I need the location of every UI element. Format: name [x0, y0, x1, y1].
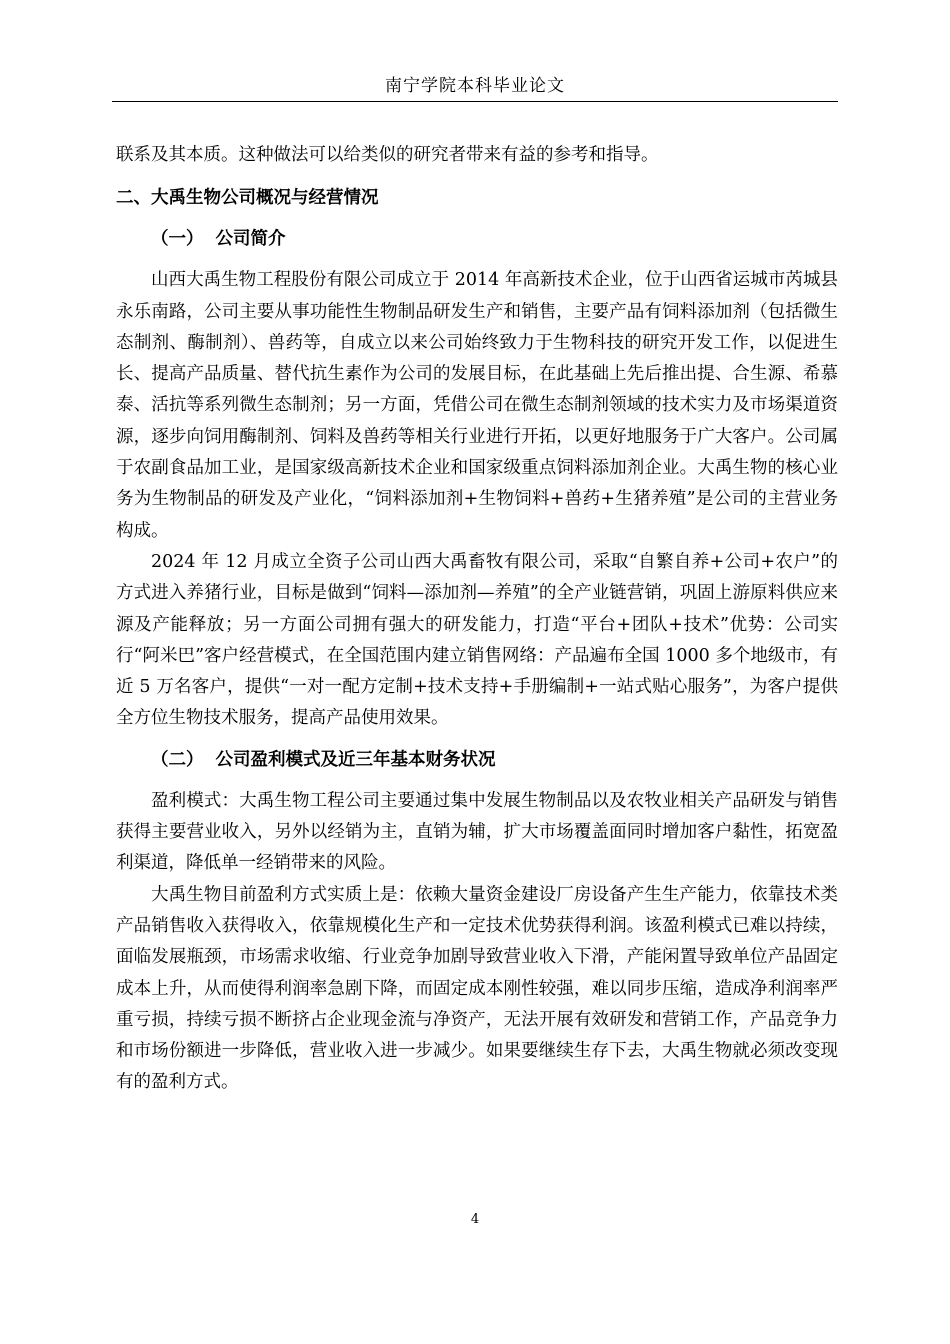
subsection-title: 公司盈利模式及近三年基本财务状况 — [215, 749, 496, 770]
paragraph-profit-analysis: 大禹生物目前盈利方式实质上是：依赖大量资金建设厂房设备产生生产能力，依靠技术类产品销售收入获得收入，依靠规模化生产和一定技术优势获得利润。该盈利模式已难以持续，面临发展瓶颈，市场需求收缩、行业竞争加剧导致营业收入下滑，产能闲置导致单位产品固定成本上升，从而使得利润率急剧下降，而固定成本刚性较强，难以同步压缩，造成净利润率严重亏损，持续亏损不断挤占企业现金流与净资产，无法开展有效研发和营销工作，产品竞争力和市场份额进一步降低，营业收入进一步减少。如果要继续生存下去，大禹生物就必须改变现有的盈利方式。 — [116, 884, 838, 1093]
paragraph-continuation: 联系及其本质。这种做法可以给类似的研究者带来有益的参考和指导。 — [116, 145, 659, 165]
page-header-title: 南宁学院本科毕业论文 — [385, 76, 565, 96]
subsection-number: （二） — [151, 749, 204, 770]
page-number: 4 — [470, 1212, 480, 1227]
section-heading: 二、大禹生物公司概况与经营情况 — [116, 188, 379, 209]
document-body — [116, 140, 838, 1099]
subsection-title: 公司简介 — [215, 229, 286, 250]
subsection-heading-profit-model — [116, 745, 838, 776]
paragraph-profit-model: 盈利模式：大禹生物工程公司主要通过集中发展生物制品以及农牧业相关产品研发与销售获得主要营业收入，另外以经销为主，直销为辅，扩大市场覆盖面同时增加客户黏性，拓宽盈利渠道，降低单一经销带来的风险。 — [116, 790, 838, 874]
paragraph-subsidiary: 2024 年 12 月成立全资子公司山西大禹畜牧有限公司，采取“自繁自养+公司+农户”的方式进入养猪行业，目标是做到“饲料—添加剂—养殖”的全产业链营销，巩固上游原料供应来源及产能释放；另一方面公司拥有强大的研发能力，打造“平台+团队+技术”优势：公司实行“阿米巴”客户经营模式，在全国范围内建立销售网络：产品遍布全国 1000 多个地级市，有近 5 万名客户，提供“一对一配方定制+技术支持+手册编制+一站式贴心服务”，为客户提供全方位生物技术服务，提高产品使用效果。 — [116, 551, 838, 729]
subsection-heading-company-profile — [116, 224, 838, 255]
header-divider — [112, 101, 838, 102]
paragraph-company-intro: 山西大禹生物工程股份有限公司成立于 2014 年高新技术企业，位于山西省运城市芮城县永乐南路，公司主要从事功能性生物制品研发生产和销售，主要产品有饲料添加剂（包括微生态制剂、酶制剂）、兽药等，自成立以来公司始终致力于生物科技的研究开发工作，以促进生长、提高产品质量、替代抗生素作为公司的发展目标，在此基础上先后推出提、合生源、希慕泰、活抗等系列微生态制剂；另一方面，凭借公司在微生态制剂领域的技术实力及市场渠道资源，逐步向饲用酶制剂、饲料及兽药等相关行业进行开拓，以更好地服务于广大客户。公司属于农副食品加工业，是国家级高新技术企业和国家级重点饲料添加剂企业。大禹生物的核心业务为生物制品的研发及产业化，“饲料添加剂+生物饲料+兽药+生猪养殖”是公司的主营业务构成。 — [116, 270, 838, 541]
subsection-number: （一） — [151, 229, 204, 250]
